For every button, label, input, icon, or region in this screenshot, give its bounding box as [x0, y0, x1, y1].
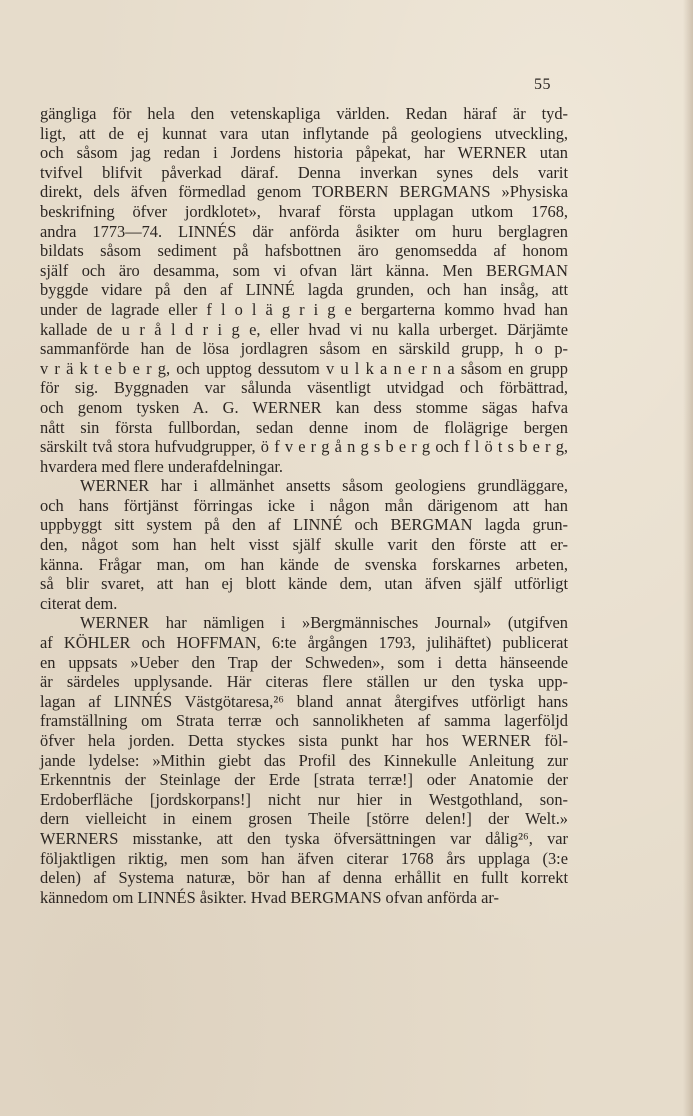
text-line: själf och äro desamma, som vi ofvan lärt känna. Men BERGMAN — [40, 260, 568, 280]
text-line: och hans förtjänst förringas icke i någon mån därigenom att han — [40, 495, 568, 515]
text-line: och genom tysken A. G. WERNER kan dess stomme sägas hafva — [40, 397, 568, 417]
text-line: nått sin första fullbordan, sedan denne inom de flolägrige bergen — [40, 417, 568, 437]
text-line: en uppsats »Ueber den Trap der Schweden», som i detta hänseende — [40, 652, 568, 672]
text-line: och såsom jag redan i Jordens historia påpekat, har WERNER utan — [40, 143, 568, 163]
text-line: öfver hela jorden. Detta styckes sista punkt har hos WERNER föl- — [40, 731, 568, 750]
text-line: byggde vidare på den af LINNÉ lagda grunden, och han insåg, att — [40, 280, 568, 300]
text-line: WERNERS misstanke, att den tyska öfversättningen var dålig²⁶, var — [40, 828, 568, 848]
text-line: jande lydelse: »Mithin giebt das Profil des Kinnekulle Anleitung zur — [40, 750, 568, 770]
text-line: af KÖHLER och HOFFMAN, 6:te årgången 1793, julihäftet) publicerat — [40, 633, 568, 653]
text-line: särskilt två stora hufvudgrupper, ö f v e r g å n g s b e r g och f l ö t s b e r g, — [40, 437, 568, 457]
text-line: så blir svaret, att han ej blott kände dem, utan äfven själf utförligt — [40, 574, 568, 594]
text-line: beskrifning öfver jordklotet», hvaraf första upplagan utkom 1768, — [40, 201, 568, 221]
text-line: hvardera med flere underafdelningar. — [40, 456, 284, 476]
text-line: uppbyggt sitt system på den af LINNÉ och BERGMAN lagda grun- — [40, 515, 568, 535]
text-line: kallade de u r å l d r i g e, eller hvad vi nu kalla urberget. Därjämte — [40, 319, 568, 339]
text-line: citerat dem. — [40, 593, 118, 613]
text-line: känna. Frågar man, om han kände de svenska forskarnes arbeten, — [40, 554, 568, 574]
text-line: dern vielleicht in einem grosen Theile [större delen!] der Welt.» — [40, 809, 568, 829]
text-line: direkt, dels äfven förmedlad genom TORBERN BERGMANS »Physiska — [40, 182, 568, 202]
text-line: delen) af Systema naturæ, bör han af denna erhållit en fullt korrekt — [40, 868, 568, 888]
text-line: ligt, att de ej kunnat vara utan inflytande på geologiens utveckling, — [40, 123, 568, 143]
text-line: sammanförde han de lösa jordlagren såsom en särskild grupp, h o p- — [40, 339, 568, 359]
text-line: den, något som han helt visst själf skulle varit den förste att er- — [40, 535, 568, 555]
page-edge-shadow — [683, 0, 693, 1116]
text-line: följaktligen riktig, men som han äfven citerar 1768 års upplaga (3:e — [40, 848, 568, 868]
text-line: bildats såsom sediment på hafsbottnen äro genomsedda af honom — [40, 241, 568, 261]
text-line: framställning om Strata terræ och sannolikheten af samma lagerföljd — [40, 711, 568, 731]
text-line: under de lagrade eller f l o l ä g r i g e bergarterna kommo hvad han — [40, 299, 568, 319]
text-line: WERNER har i allmänhet ansetts såsom geologiens grundläggare, — [80, 476, 568, 496]
text-line: tvifvel blifvit påverkad däraf. Denna inverkan synes dels varit — [40, 162, 568, 182]
text-line: är särdeles upplysande. Här citeras flere ställen ur den tyska upp- — [40, 672, 568, 692]
text-line: för sig. Byggnaden var sålunda väsentligt utvidgad och förbättrad, — [40, 378, 568, 398]
text-line: gängliga för hela den vetenskapliga världen. Redan häraf är tyd- — [40, 104, 568, 123]
paragraph-1 — [40, 104, 568, 476]
text-line: WERNER har nämligen i »Bergmännisches Journal» (utgifven — [80, 613, 568, 633]
text-line: lagan af LINNÉS Västgötaresa,²⁶ bland annat återgifves utförligt hans — [40, 691, 568, 711]
paragraph-3 — [40, 613, 568, 907]
text-line: v r ä k t e b e r g, och upptog dessutom v u l k a n e r n a såsom en grupp — [40, 358, 568, 378]
text-line: Erdoberfläche [jordskorpans!] nicht nur hier in Westgothland, son- — [40, 789, 568, 809]
text-line: kännedom om LINNÉS åsikter. Hvad BERGMANS ofvan anförda ar- — [40, 887, 499, 907]
page-number: 55 — [534, 76, 551, 93]
body-text — [40, 104, 568, 907]
text-line: Erkenntnis der Steinlage der Erde [strata terræ!] oder Anatomie der — [40, 770, 568, 790]
text-line: andra 1773—74. LINNÉS där anförda åsikter om huru berglagren — [40, 221, 568, 241]
paragraph-2 — [40, 476, 568, 613]
